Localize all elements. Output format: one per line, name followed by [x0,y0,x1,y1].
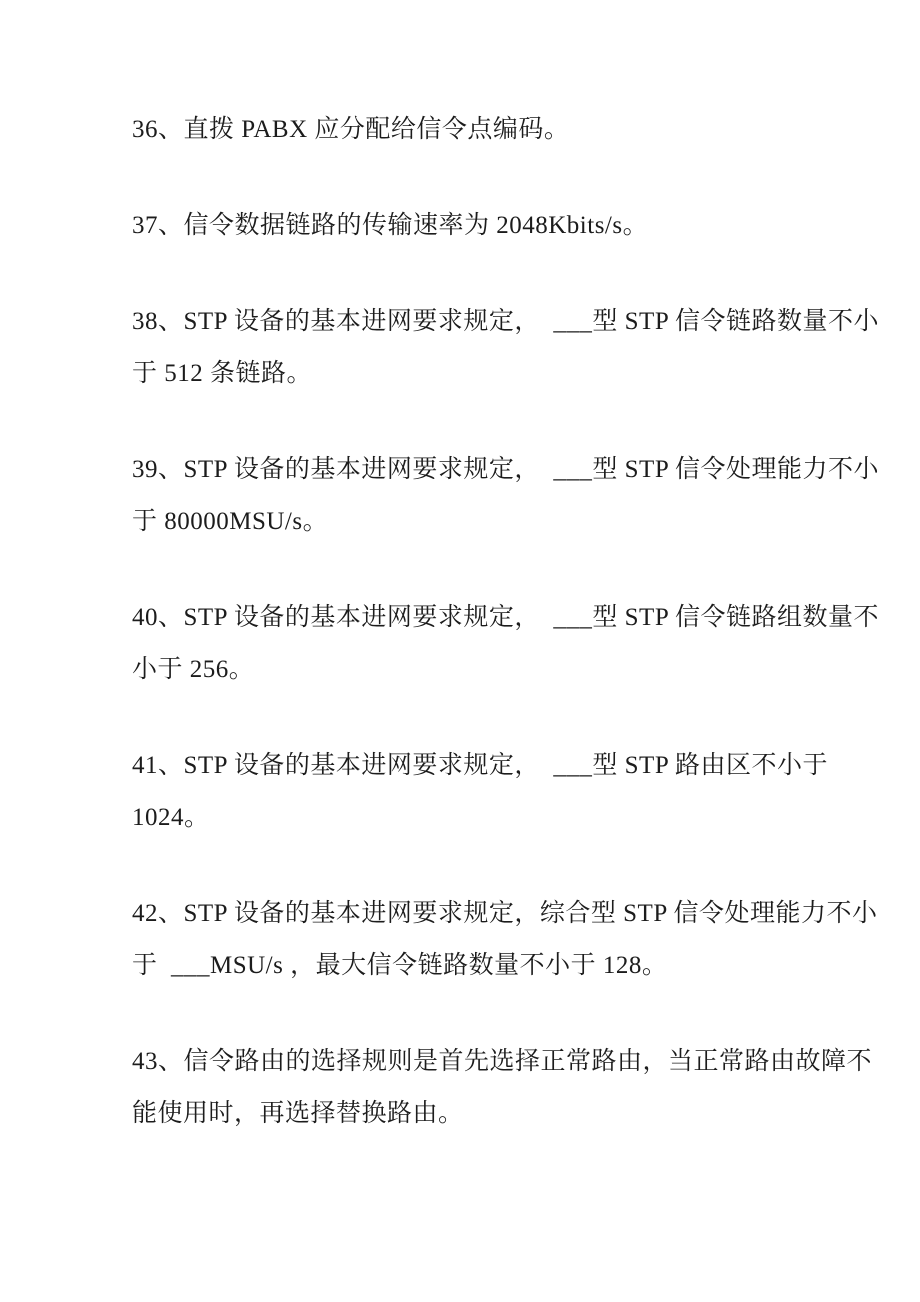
question-line: 小于 256。 [132,656,255,683]
question-37 [132,200,820,252]
question-line: 能使用时，再选择替换路由。 [132,1100,464,1127]
questions-list [132,104,880,1140]
question-36 [132,104,820,156]
question-line: 36、直拨 PABX 应分配给信令点编码。 [132,116,570,143]
question-41 [132,740,829,844]
question-39 [132,444,880,548]
question-line: 1024。 [132,804,210,831]
question-line: 于 512 条链路。 [132,360,313,387]
question-42 [132,888,878,992]
question-line: 38、STP 设备的基本进网要求规定， ___型 STP 信令链路数量不小 [132,308,880,335]
question-38 [132,296,880,400]
question-line: 37、信令数据链路的传输速率为 2048Kbits/s。 [132,212,649,239]
question-line: 43、信令路由的选择规则是首先选择正常路由，当正常路由故障不 [132,1048,873,1075]
question-line: 于 ___MSU/s ，最大信令链路数量不小于 128。 [132,952,668,979]
question-line: 42、STP 设备的基本进网要求规定，综合型 STP 信令处理能力不小 [132,900,878,927]
question-line: 41、STP 设备的基本进网要求规定， ___型 STP 路由区不小于 [132,752,829,779]
question-line: 于 80000MSU/s。 [132,508,329,535]
question-40 [132,592,880,696]
question-line: 39、STP 设备的基本进网要求规定， ___型 STP 信令处理能力不小 [132,456,880,483]
question-line: 40、STP 设备的基本进网要求规定， ___型 STP 信令链路组数量不 [132,604,880,631]
question-43 [132,1036,873,1140]
